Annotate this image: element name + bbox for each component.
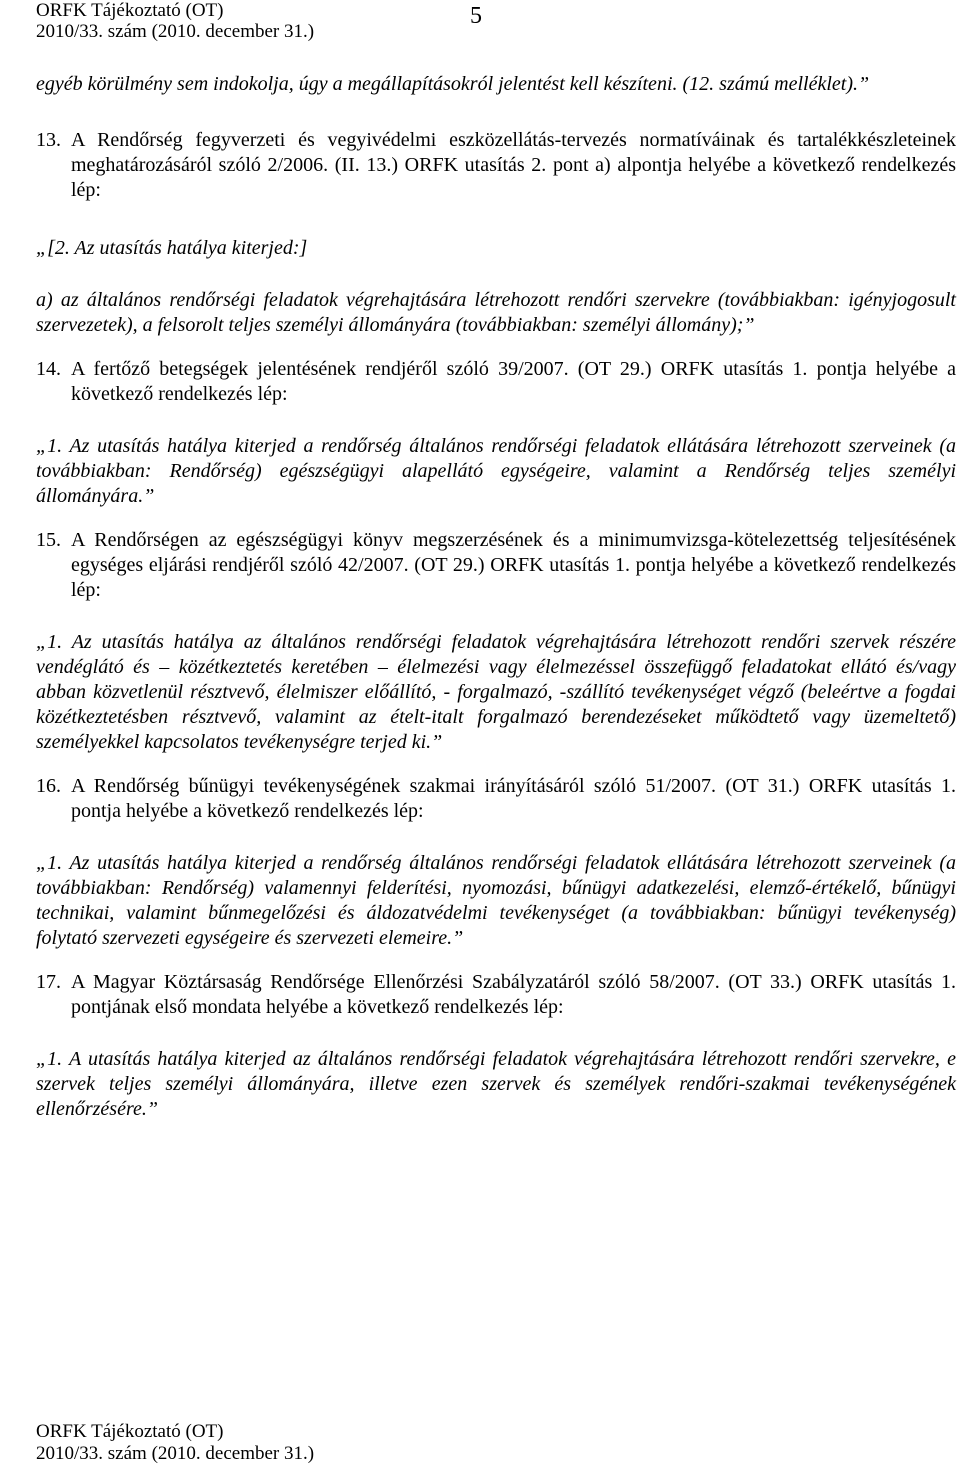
item-13-quote-lead: „[2. Az utasítás hatálya kiterjed:]	[36, 237, 308, 259]
item-17-quote: „1. A utasítás hatálya kiterjed az általános rendőrségi feladatok végrehajtására létrehozott rendőri szervekre, e szervek teljes személyi állományára, illetve ezen szervek és személyek rendőri-szakmai tevékenységének ellenőrzésére.”	[36, 1048, 956, 1120]
item-13-number: 13.	[36, 129, 61, 151]
item-15-text: A Rendőrségen az egészségügyi könyv megszerzésének és a minimumvizsga-kötelezettség teljesítésének egységes eljárási rendjéről szóló 42/2007. (OT 29.) ORFK utasítás 1. pontja helyébe a következő rendelkezés lép:	[71, 529, 956, 601]
footer-publication: ORFK Tájékoztató (OT)	[36, 1421, 224, 1442]
item-16-number: 16.	[36, 775, 61, 797]
page-footer	[36, 1421, 314, 1465]
item-13-quote-body: a) az általános rendőrségi feladatok végrehajtására létrehozott rendőri szervekre (továbbiakban: igényjogosult szervezetek), a felsorolt teljes személyi állományára (továbbiakban: személyi állomány);”	[36, 289, 956, 336]
intro-quote: egyéb körülmény sem indokolja, úgy a megállapításokról jelentést kell készíteni. (12. számú melléklet).”	[36, 73, 870, 95]
item-15	[36, 528, 956, 603]
item-13	[36, 128, 956, 203]
item-15-number: 15.	[36, 529, 61, 551]
item-14-quote: „1. Az utasítás hatálya kiterjed a rendőrség általános rendőrségi feladatok ellátására létrehozott szerveinek (a továbbiakban: Rendőrség) egészségügyi alapellátó egységeire, valamint a Rendőrség teljes személyi állományára.”	[36, 435, 956, 507]
document-body	[36, 72, 956, 1122]
footer-issue: 2010/33. szám (2010. december 31.)	[36, 1443, 315, 1464]
header-issue: 2010/33. szám (2010. december 31.)	[36, 21, 315, 42]
item-13-text: A Rendőrség fegyverzeti és vegyivédelmi eszközellátás-tervezés normatíváinak és tartalékkészleteinek meghatározásáról szóló 2/2006. (II. 13.) ORFK utasítás 2. pont a) alpontja helyébe a következő rendelkezés lép:	[71, 129, 956, 201]
item-14-text: A fertőző betegségek jelentésének rendjéről szóló 39/2007. (OT 29.) ORFK utasítás 1. pontja helyébe a következő rendelkezés lép:	[71, 358, 956, 405]
item-17-number: 17.	[36, 971, 61, 993]
item-16	[36, 774, 956, 824]
item-16-text: A Rendőrség bűnügyi tevékenységének szakmai irányításáról szóló 51/2007. (OT 31.) ORFK utasítás 1. pontja helyébe a következő rendelkezés lép:	[71, 775, 956, 822]
page-header	[36, 0, 314, 42]
item-14	[36, 357, 956, 407]
item-15-quote: „1. Az utasítás hatálya az általános rendőrségi feladatok végrehajtására létrehozott rendőri szervek részére vendéglátó és – közétkeztetés keretében – élelmezési vagy élelmezéssel összefüggő feladatokat ellátó és/vagy abban közvetlenül résztvevő, élelmiszer előállító, - forgalmazó, -szállító tevékenységet végző (beleértve a fogdai közétkeztetésben résztvevő, valamint az ételt-italt forgalmazó berendezéseket működtető vagy üzemeltető) személyekkel kapcsolatos tevékenységre terjed ki.”	[36, 631, 956, 753]
item-14-number: 14.	[36, 358, 61, 380]
item-16-quote: „1. Az utasítás hatálya kiterjed a rendőrség általános rendőrségi feladatok ellátására létrehozott szerveinek (a továbbiakban: Rendőrség) valamennyi felderítési, nyomozási, bűnügyi adatkezelési, elemző-értékelő, bűnügyi technikai, valamint bűnmegelőzési és áldozatvédelmi tevékenységet (a továbbiakban: bűnügyi tevékenység) folytató szervezeti egységeire és szervezeti elemeire.”	[36, 852, 956, 949]
item-17	[36, 970, 956, 1020]
page-number: 5	[470, 3, 482, 29]
item-17-text: A Magyar Köztársaság Rendőrsége Ellenőrzési Szabályzatáról szóló 58/2007. (OT 33.) ORFK utasítás 1. pontjának első mondata helyébe a következő rendelkezés lép:	[71, 971, 956, 1018]
header-publication: ORFK Tájékoztató (OT)	[36, 0, 224, 21]
